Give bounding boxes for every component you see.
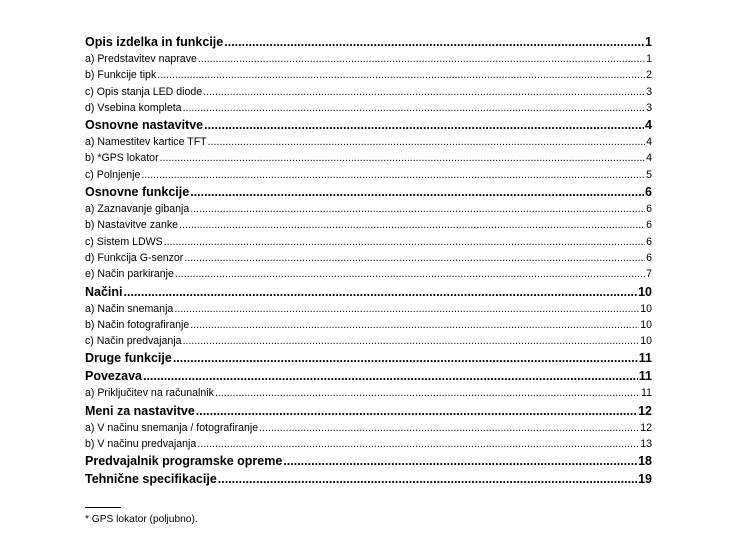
toc-entry[interactable] (85, 317, 652, 333)
dot-leader (198, 51, 645, 67)
toc-entry[interactable] (85, 184, 652, 201)
toc-entry-page: 3 (646, 85, 652, 98)
dot-leader (218, 471, 637, 488)
toc-entry-page: 19 (638, 472, 652, 487)
toc-entry[interactable] (85, 453, 652, 470)
toc-entry[interactable] (85, 436, 652, 452)
toc-entry[interactable] (85, 471, 652, 488)
toc-entry-title: Osnovne nastavitve (85, 118, 204, 133)
toc-entry[interactable] (85, 403, 652, 420)
toc-entry-title: Načini (85, 284, 123, 299)
toc-entry-title: a) Priključitev na računalnik (85, 387, 214, 400)
toc-entry-page: 5 (646, 168, 652, 181)
toc-entry[interactable] (85, 100, 652, 116)
footnote-text: * GPS lokator (poljubno). (85, 514, 198, 525)
toc-entry-title: b) V načinu predvajanja (85, 438, 197, 451)
toc-entry-title: c) Polnjenje (85, 168, 141, 181)
toc-entry[interactable] (85, 368, 652, 385)
toc-entry-page: 2 (646, 69, 652, 82)
toc-entry[interactable] (85, 301, 652, 317)
toc-entry-page: 10 (640, 318, 652, 331)
toc-entry-title: Opis izdelka in funkcije (85, 35, 224, 49)
dot-leader (164, 234, 645, 250)
toc-entry-title: Meni za nastavitve (85, 403, 195, 418)
toc-entry-title: c) Sistem LDWS (85, 235, 163, 248)
dot-leader (179, 217, 645, 233)
toc-entry-title: c) Opis stanja LED diode (85, 85, 203, 98)
footnote-rule (85, 507, 121, 508)
dot-leader (190, 317, 639, 333)
toc-entry-title: a) Način snemanja (85, 302, 174, 315)
dot-leader (143, 368, 638, 385)
toc-entry-title: b) Funkcije tipk (85, 69, 157, 82)
toc-entry-title: a) Zaznavanje gibanja (85, 203, 190, 216)
dot-leader (196, 403, 637, 420)
toc-entry-page: 11 (641, 387, 652, 400)
toc-entry-page: 6 (646, 251, 652, 264)
toc-entry[interactable] (85, 201, 652, 217)
toc-entry-page: 11 (638, 351, 652, 366)
toc-entry-page: 3 (646, 101, 652, 114)
dot-leader (160, 150, 645, 166)
toc-entry-page: 1 (646, 53, 652, 65)
dot-leader (215, 385, 640, 401)
toc-entry[interactable] (85, 34, 652, 51)
toc-entry[interactable] (85, 266, 652, 282)
toc-entry-page: 4 (646, 136, 652, 149)
dot-leader (283, 453, 637, 470)
dot-leader (190, 184, 644, 201)
dot-leader (183, 100, 646, 116)
toc-entry[interactable] (85, 420, 652, 436)
dot-leader (203, 84, 645, 100)
toc-entry-page: 4 (646, 152, 652, 165)
toc-entry-title: d) Funkcija G-senzor (85, 251, 184, 264)
toc-entry[interactable] (85, 333, 652, 349)
table-of-contents (85, 33, 652, 488)
toc-entry[interactable] (85, 284, 652, 301)
toc-entry[interactable] (85, 51, 652, 67)
toc-entry-page: 7 (646, 268, 652, 281)
toc-entry[interactable] (85, 134, 652, 150)
toc-entry[interactable] (85, 234, 652, 250)
toc-entry-title: Druge funkcije (85, 351, 172, 366)
toc-entry-page: 6 (645, 185, 652, 200)
toc-entry[interactable] (85, 150, 652, 166)
dot-leader (141, 167, 645, 183)
toc-entry-page: 4 (645, 118, 652, 133)
dot-leader (183, 333, 640, 349)
toc-entry-title: b) Nastavitve zanke (85, 219, 179, 232)
toc-entry-page: 10 (640, 335, 652, 348)
dot-leader (157, 67, 645, 83)
toc-entry-page: 13 (640, 438, 652, 451)
toc-entry[interactable] (85, 217, 652, 233)
dot-leader (197, 436, 639, 452)
toc-entry[interactable] (85, 250, 652, 266)
toc-entry-page: 18 (638, 454, 652, 469)
dot-leader (208, 134, 645, 150)
dot-leader (259, 420, 639, 436)
toc-entry-title: c) Način predvajanja (85, 335, 182, 348)
toc-entry-title: Predvajalnik programske opreme (85, 454, 283, 469)
toc-entry[interactable] (85, 167, 652, 183)
toc-entry[interactable] (85, 385, 652, 401)
toc-entry-page: 12 (638, 403, 652, 418)
toc-entry-page: 1 (645, 35, 652, 49)
dot-leader (174, 301, 639, 317)
toc-entry-page: 6 (646, 219, 652, 232)
toc-entry-title: e) Način parkiranje (85, 268, 174, 281)
toc-entry[interactable] (85, 84, 652, 100)
toc-entry-page: 10 (640, 302, 652, 315)
toc-entry-title: a) Predstavitev naprave (85, 53, 197, 65)
dot-leader (173, 350, 638, 367)
toc-entry-title: a) V načinu snemanja / fotografiranje (85, 421, 259, 434)
toc-entry-title: d) Vsebina kompleta (85, 101, 182, 114)
toc-entry[interactable] (85, 350, 652, 367)
toc-entry-title: Osnovne funkcije (85, 185, 190, 200)
toc-entry-page: 11 (638, 369, 652, 384)
toc-entry-page: 6 (646, 203, 652, 216)
toc-entry-page: 12 (640, 421, 652, 434)
dot-leader (224, 34, 644, 51)
toc-entry-title: b) *GPS lokator (85, 152, 159, 165)
toc-entry-title: b) Način fotografiranje (85, 318, 190, 331)
toc-entry[interactable] (85, 117, 652, 134)
toc-entry-title: Tehnične specifikacije (85, 472, 217, 487)
toc-entry[interactable] (85, 67, 652, 83)
toc-entry-page: 10 (638, 284, 652, 299)
dot-leader (175, 266, 645, 282)
toc-entry-title: a) Namestitev kartice TFT (85, 136, 207, 149)
dot-leader (190, 201, 645, 217)
dot-leader (184, 250, 645, 266)
toc-entry-title: Povezava (85, 369, 142, 384)
toc-entry-page: 6 (646, 235, 652, 248)
dot-leader (124, 284, 638, 301)
dot-leader (204, 117, 644, 134)
footnote (85, 507, 198, 526)
